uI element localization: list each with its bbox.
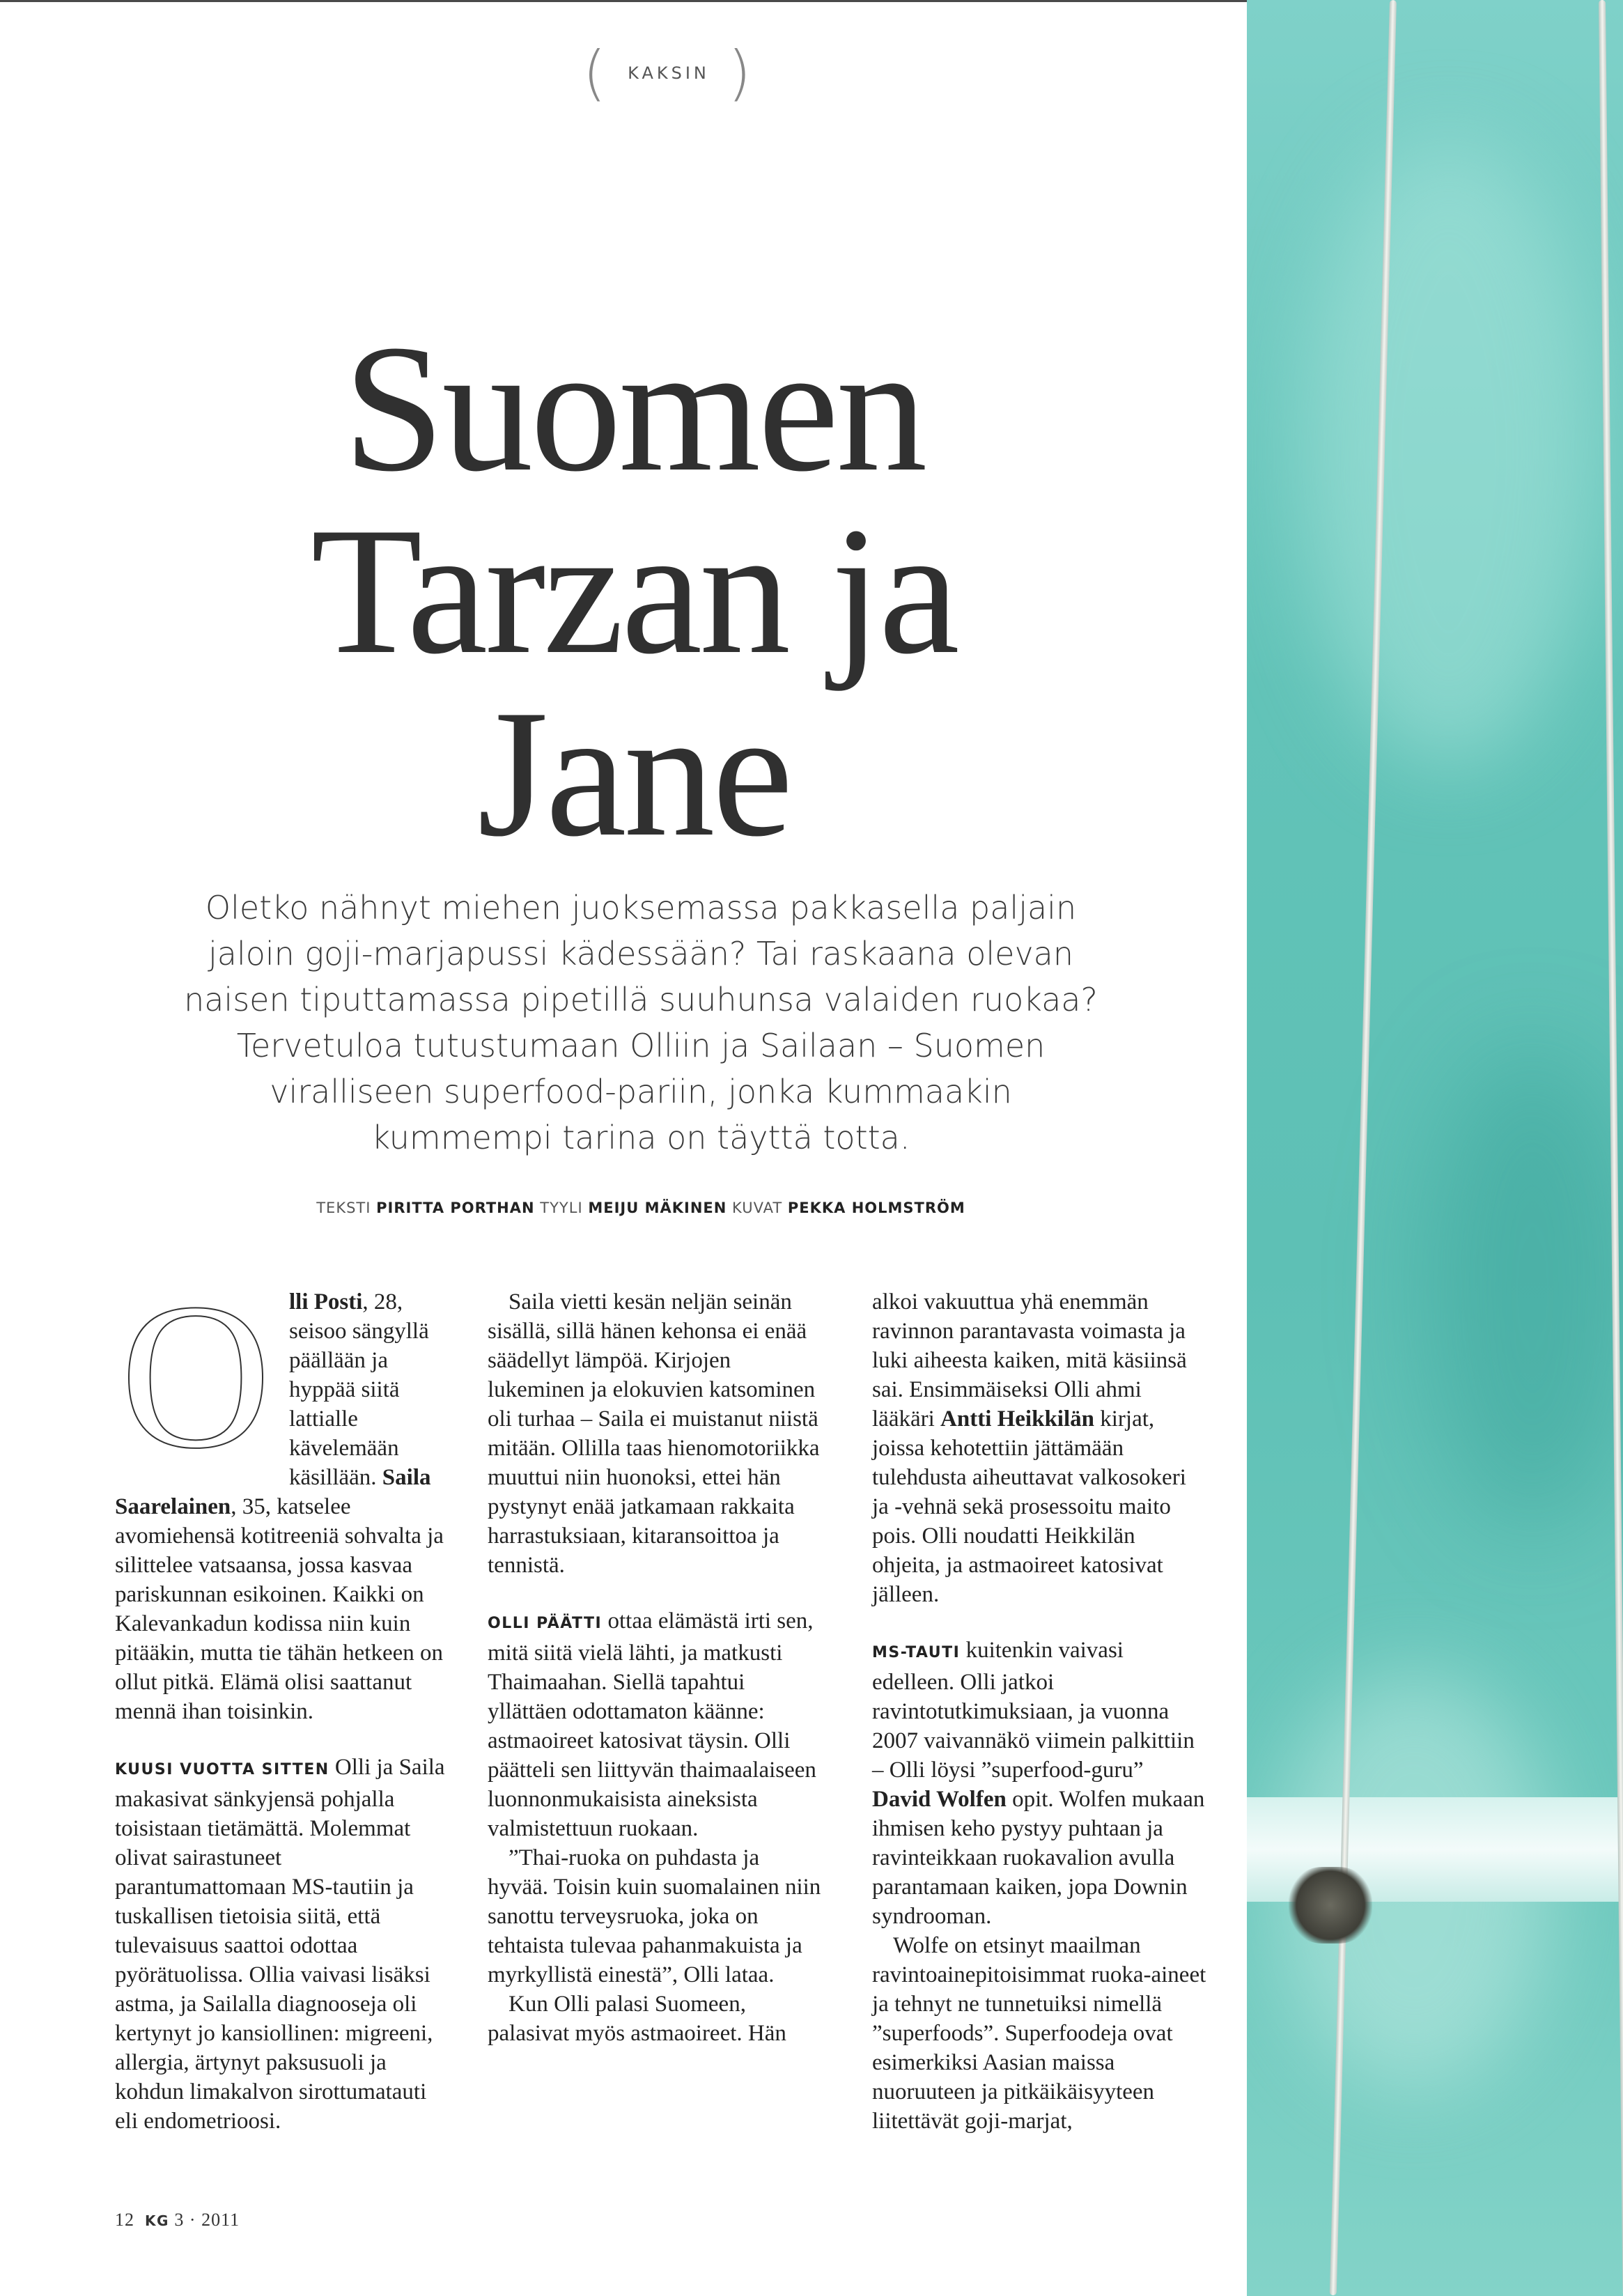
lead-paragraph	[125, 885, 1156, 1161]
title-line: Suomen	[343, 307, 925, 509]
drop-cap	[115, 1287, 277, 1475]
magazine-name: KG	[145, 2212, 169, 2229]
paragraph: alkoi vakuuttua yhä enemmän ravinnon parantavasta voimasta ja luki aiheesta kaiken, mitä käsiinsä sai. Ensimmäiseksi Olli ahmi lääkäri Antti Heikkilän kirjat, joissa kehotettiin jättämään tulehdusta aiheuttavat valkosokeri ja -vehnä sekä prosessoitu maito pois. Olli noudatti Heikkilän ohjeita, ja astmaoireet katosivat jälleen.	[872, 1289, 1187, 1607]
title-line: Tarzan ja	[311, 490, 957, 692]
paragraph: MS-TAUTI kuitenkin vaivasi edelleen. Olli jatkoi ravintotutkimuksiaan, ja vuonna 2007 vaivannäkö viimein palkittiin – Olli löysi ”superfood-guru” David Wolfen opit. Wolfen mukaan ihmisen keho pystyy puhtaan ja ravinteikkaan ruokavalion avulla parantamaan kaiken, jopa Downin syndrooman.	[872, 1638, 1205, 1929]
lead-line: Tervetuloa tutustumaan Olliin ja Sailaan – Suomen	[236, 1027, 1046, 1064]
paragraph: ”Thai-ruoka on puhdasta ja hyvää. Toisin kuin suomalainen niin sanottu terveysruoka, joka on tehtaista tulevaa pahanmakuista ja myrkyllistä einestä”, Olli lataa.	[488, 1845, 821, 1987]
issue-number: 3 · 2011	[174, 2210, 240, 2230]
page-footer	[115, 2210, 240, 2231]
credits-line: TEKSTI PIRITTA PORTHAN TYYLI MEIJU MÄKINEN KUVAT PEKKA HOLMSTRÖM	[316, 1200, 965, 1216]
paragraph: Kun Olli palasi Suomeen, palasivat myös astmaoireet. Hän	[488, 1992, 786, 2046]
lead-line: jaloin goji-marjapussi kädessään? Tai raskaana olevan	[208, 935, 1074, 972]
paragraph: OLLI PÄÄTTI ottaa elämästä irti sen, mitä siitä vielä lähti, ja matkusti Thaimaahan. Siellä tapahtui yllättäen odottamaton käänne: astmaoireet katosivat täysin. Olli päätteli sen liittyvän thaimaalaiseen luonnonmukaisista aineksista valmistettuun ruokaan.	[488, 1608, 816, 1841]
paragraph: KUUSI VUOTTA SITTEN Olli ja Saila makasivat sänkyjensä pohjalla toisistaan tietämättä. Molemmat olivat sairastuneet parantumattomaan MS-tautiin ja tuskallisen tietoisia siitä, että tulevaisuus saattoi odottaa pyörätuolissa. Olliа vaivasi lisäksi astma, ja Sailalla diagnooseja oli kertynyt jo kansiollinen: migreeni, allergia, ärtynyt paksusuoli ja kohdun limakalvon sirottumatauti eli endometrioosi.	[115, 1755, 445, 2134]
article-column-2	[488, 1287, 822, 2048]
section-label: ( KAKSIN )	[582, 38, 755, 108]
paragraph: Wolfe on etsinyt maailman ravintoainepitoisimmat ruoka-aineet ja tehnyt ne tunnetuiksi nimellä ”superfoods”. Superfoodeja ovat esimerkiksi Aasian maissa nuoruuteen ja pitkäikäisyyteen liitettävät goji-marjat,	[872, 1933, 1206, 2134]
top-rule	[0, 0, 1247, 2]
drop-cap-letter: O	[120, 1287, 272, 1475]
paragraph: Saila vietti kesän neljän seinän sisällä, sillä hänen kehonsa ei enää säädellyt lämpöä. Kirjojen lukeminen ja elokuvien katsominen oli turhaa – Saila ei muistanut niistä mitään. Ollilla taas hienomotoriikka muuttui niin huonoksi, ettei hän pystynyt enää jatkamaan rakkaita harrastuksiaan, kitaransoittoa ja tennistä.	[488, 1289, 820, 1578]
lead-line: viralliseen superfood-pariin, jonka kummaakin	[270, 1073, 1012, 1110]
rope-knot	[1289, 1867, 1372, 1944]
paragraph: O lli Posti, 28, seisoo sängyllä päällään ja hyppää siitä lattialle kävelemään käsillään. Saila Saarelainen, 35, katselee avomiehensä kotitreeniä sohvalta ja silittelee vatsaansa, jossa kasvaa pariskunnan esikoinen. Kaikki on Kalevankadun kodissa niin kuin pitääkin, mutta tie tähän hetkeen on ollut pitkä. Elämä olisi saattanut mennä ihan toisinkin.	[115, 1287, 449, 1726]
lead-line: Oletko nähnyt miehen juoksemassa pakkasella paljain	[205, 889, 1077, 926]
lead-line: kummempi tarina on täyttä totta.	[371, 1119, 910, 1156]
title-line: Jane	[477, 672, 791, 874]
rope-photo	[1247, 0, 1623, 2296]
article-column-3	[872, 1287, 1206, 2136]
page-number: 12	[115, 2210, 134, 2230]
page-title	[181, 307, 1087, 874]
article-column-1	[115, 1287, 449, 2136]
lead-line: naisen tiputtamassa pipetillä suuhunsa valaiden ruokaa?	[184, 981, 1098, 1018]
